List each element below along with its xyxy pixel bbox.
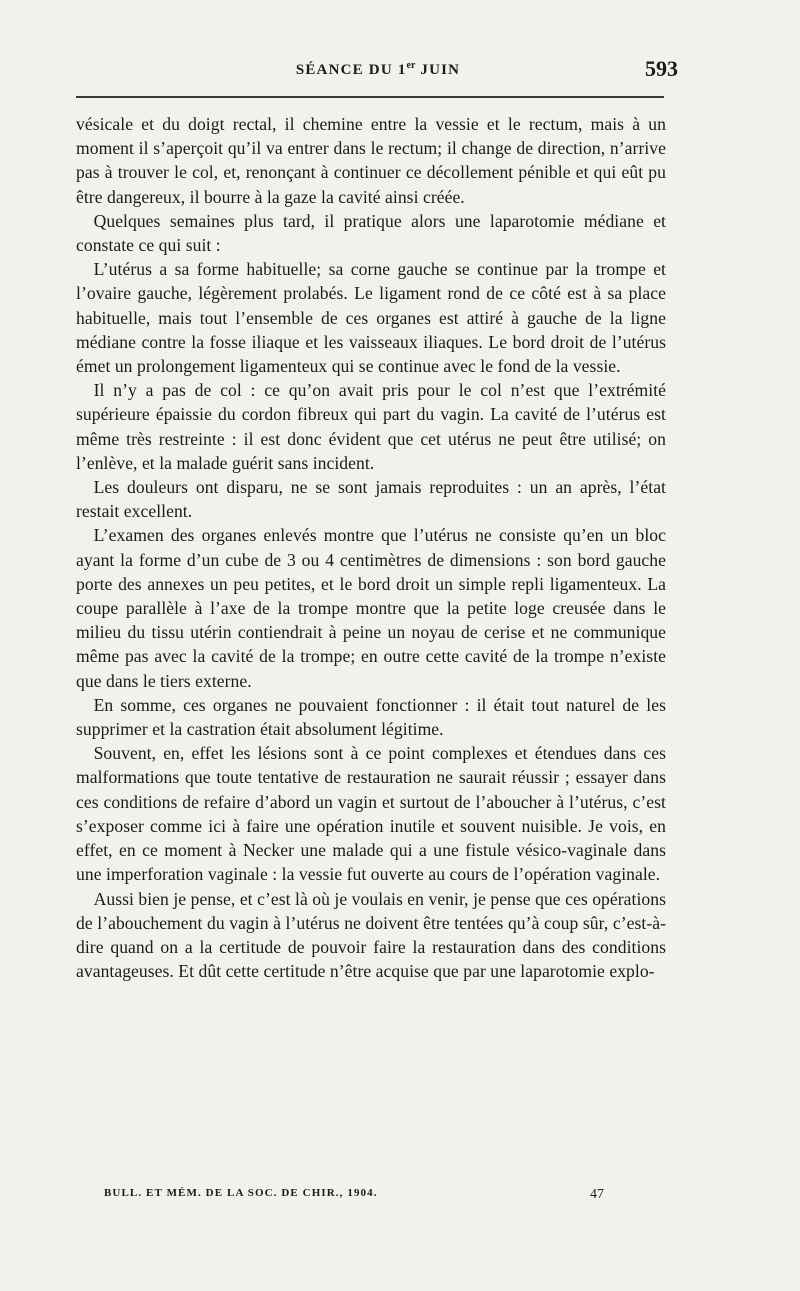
paragraph-3: L’utérus a sa forme habituelle; sa corne gauche se continue par la trompe et l’ovaire gauche, légèrement prolabés. Le ligament rond de ce côté est à sa place habituelle, mais tout l’ensemble de ces organes est attiré à gauche de la ligne médiane contre la fosse iliaque et les vaisseaux iliaques. Le bord droit de l’utérus émet un prolongement ligamenteux qui se continue avec le fond de la vessie. — [76, 259, 666, 377]
paragraph-2: Quelques semaines plus tard, il pratique alors une laparotomie médiane et constate ce qui suit : — [76, 210, 666, 256]
title-superscript: er — [406, 60, 416, 71]
title-prefix: SÉANCE DU 1 — [295, 62, 407, 78]
header-rule — [76, 96, 664, 98]
page-footer — [104, 1187, 604, 1207]
body-text — [76, 112, 666, 983]
paragraph-8: Souvent, en, effet les lésions sont à ce point complexes et étendues dans ces malformations que toute tentative de restauration ne saurait réussir ; essayer dans ces conditions de refaire d’abord un vagin et surtout de l’aboucher à l’utérus, c’est s’exposer comme ici à faire une opération inutile et souvent nuisible. Je vois, en effet, en ce moment à Necker une malade qui a une fistule vésico-vaginale dans une imperforation vaginale : la vessie fut ouverte au cours de l’opération vaginale. — [76, 743, 666, 885]
running-head — [76, 56, 680, 86]
signature-mark: 47 — [590, 1187, 604, 1202]
running-head-title — [76, 60, 680, 79]
paragraph-6: L’examen des organes enlevés montre que l’utérus ne consiste qu’en un bloc ayant la forme d’un cube de 3 ou 4 centimètres de dimensions : son bord gauche porte des annexes un peu petites, et le bord droit un simple repli ligamenteux. La coupe parallèle à l’axe de la trompe montre que la petite loge creusée dans le milieu du tissu utérin contiendrait à peine un noyau de cerise et ne communique même pas avec la cavité de la trompe; en outre cette cavité de la trompe n’existe que dans le tiers externe. — [76, 525, 666, 691]
journal-reference: BULL. ET MÉM. DE LA SOC. DE CHIR., 1904. — [104, 1187, 378, 1199]
paragraph-9: Aussi bien je pense, et c’est là où je voulais en venir, je pense que ces opérations de l’abouchement du vagin à l’utérus ne doivent être tentées qu’à coup sûr, c’est-à-dire quand on a la certitude de pouvoir faire la restauration dans des conditions avantageuses. Et dût cette certitude n’être acquise que par une laparotomie explo- — [76, 888, 666, 982]
title-suffix: JUIN — [415, 62, 461, 78]
paragraph-1: vésicale et du doigt rectal, il chemine entre la vessie et le rectum, mais à un moment il s’aperçoit qu’il va entrer dans le rectum; il change de direction, n’arrive pas à trouver le col, et, renonçant à continuer ce décollement pénible et qui eût pu être dangereux, il bourre à la gaze la cavité ainsi créée. — [76, 114, 666, 207]
paragraph-7: En somme, ces organes ne pouvaient fonctionner : il était tout naturel de les supprimer et la castration était absolument légitime. — [76, 694, 666, 740]
paragraph-4: Il n’y a pas de col : ce qu’on avait pris pour le col n’est que l’extrémité supérieure épaissie du cordon fibreux qui part du vagin. La cavité de l’utérus est même très restreinte : il est donc évident que cet utérus ne peut être utilisé; on l’enlève, et la malade guérit sans incident. — [76, 380, 666, 473]
paragraph-5: Les douleurs ont disparu, ne se sont jamais reproduites : un an après, l’état restait excellent. — [76, 477, 666, 522]
page-number: 593 — [645, 56, 678, 81]
